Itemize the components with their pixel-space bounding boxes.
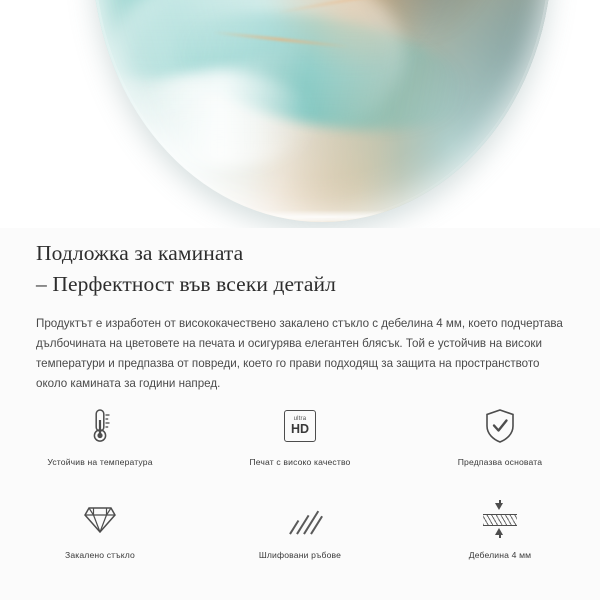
text-block	[0, 228, 600, 394]
feature-label: Предпазва основата	[457, 457, 543, 467]
hd-text: HD	[290, 422, 309, 437]
thermometer-icon	[83, 404, 117, 448]
feature-item-thickness	[400, 489, 600, 560]
arrow-up	[495, 503, 503, 510]
shield-check-icon	[483, 404, 517, 448]
ultra-hd-icon	[284, 404, 316, 448]
description-paragraph: Продуктът е изработен от висококачествено закалено стъкло с дебелина 4 мм, което подчертава дълбочината на цветовете на печата и осигурява елегантен блясък. Той е устойчив на високи температури и предпазва от повреди, което го прави подходящ за защита на пространството около камината за години напред.	[36, 317, 563, 390]
feature-label: Печат с високо качество	[249, 457, 351, 467]
ultra-text: ultra	[293, 416, 307, 423]
glass-cross-section	[483, 514, 517, 526]
thickness-stem	[499, 533, 500, 538]
feature-item-print-quality	[200, 396, 400, 467]
feature-item-polished-edges	[200, 489, 400, 560]
headline-line-2: – Перфектност във всеки детайл	[36, 272, 336, 296]
feature-item-temperature	[0, 396, 200, 467]
thickness-arrows-icon	[483, 497, 517, 541]
feature-label: Устойчив на температура	[47, 457, 153, 467]
feature-label: Шлифовани ръбове	[258, 550, 342, 560]
feature-item-tempered-glass	[0, 489, 200, 560]
feature-item-protection	[400, 396, 600, 467]
hero-image	[0, 0, 600, 228]
feature-grid	[0, 396, 600, 560]
page-title	[0, 228, 600, 300]
feature-label: Дебелина 4 мм	[468, 550, 532, 560]
glass-rim	[92, 0, 552, 222]
diamond-icon	[82, 497, 118, 541]
headline-line-1: Подложка за камината	[36, 241, 244, 265]
feature-label: Закалено стъкло	[64, 550, 135, 560]
glass-disc-product-image	[92, 0, 552, 222]
polished-edges-icon	[283, 497, 317, 541]
